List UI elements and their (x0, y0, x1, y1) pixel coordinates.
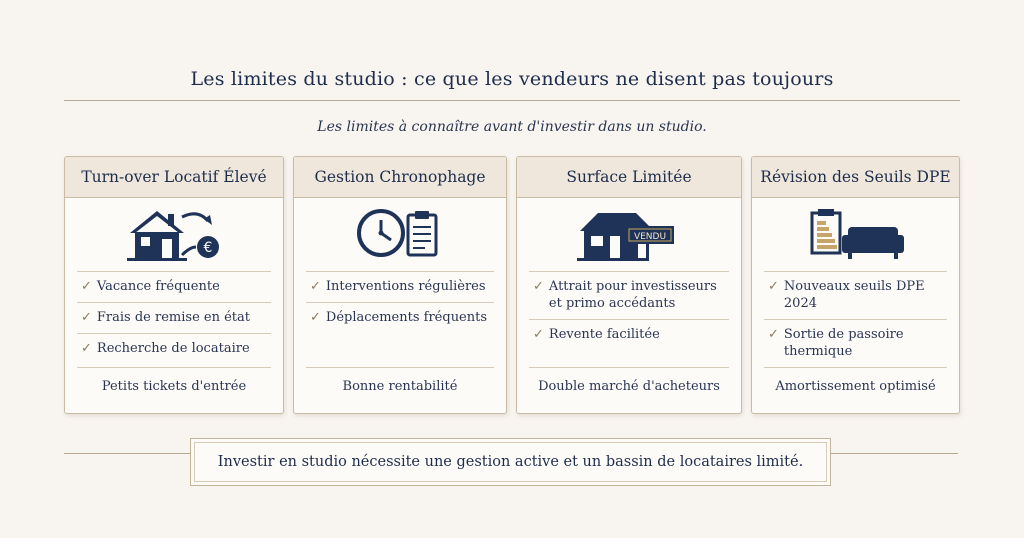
list-item: ✓ Vacance fréquente (77, 271, 271, 302)
svg-text:€: € (203, 240, 213, 256)
page-subtitle: Les limites à connaître avant d'investir dans un studio. (317, 119, 707, 135)
card-gestion (293, 156, 507, 414)
check-icon: ✓ (81, 310, 92, 325)
check-icon: ✓ (768, 279, 779, 294)
card-heading: Révision des Seuils DPE (752, 157, 959, 198)
check-icon: ✓ (533, 327, 544, 342)
check-icon: ✓ (310, 310, 321, 325)
card-footer: Double marché d'acheteurs (529, 367, 729, 394)
page-title: Les limites du studio : ce que les vendeurs ne disent pas toujours (190, 68, 834, 90)
sold-sign-text: VENDU (633, 232, 667, 242)
card-heading: Gestion Chronophage (294, 157, 506, 198)
clock-clipboard-icon (294, 205, 506, 265)
list-item: ✓ Recherche de locataire (77, 333, 271, 364)
card-heading: Surface Limitée (517, 157, 741, 198)
check-icon: ✓ (81, 279, 92, 294)
card-footer: Petits tickets d'entrée (77, 367, 271, 394)
conclusion-rule-right (829, 453, 958, 454)
title-divider (64, 100, 960, 101)
conclusion-rule-left (64, 453, 190, 454)
list-item: ✓ Sortie de passoire thermique (764, 319, 947, 367)
card-footer: Amortissement optimisé (764, 367, 947, 394)
card-surface (516, 156, 742, 414)
energy-label-sofa-icon (752, 205, 959, 265)
card-turnover (64, 156, 284, 414)
check-icon: ✓ (768, 327, 779, 342)
list-item: ✓ Nouveaux seuils DPE 2024 (764, 271, 947, 319)
card-footer: Bonne rentabilité (306, 367, 494, 394)
check-icon: ✓ (310, 279, 321, 294)
list-item: ✓ Déplacements fréquents (306, 302, 494, 333)
house-euro-icon (65, 205, 283, 265)
conclusion-banner: Investir en studio nécessite une gestion active et un bassin de locataires limité. (190, 438, 831, 486)
check-icon: ✓ (533, 279, 544, 294)
check-icon: ✓ (81, 341, 92, 356)
list-item: ✓ Interventions régulières (306, 271, 494, 302)
list-item: ✓ Attrait pour investisseurs et primo accédants (529, 271, 729, 319)
house-sold-sign-icon (517, 205, 741, 265)
card-heading: Turn-over Locatif Élevé (65, 157, 283, 198)
card-dpe (751, 156, 960, 414)
list-item: ✓ Revente facilitée (529, 319, 729, 350)
list-item: ✓ Frais de remise en état (77, 302, 271, 333)
